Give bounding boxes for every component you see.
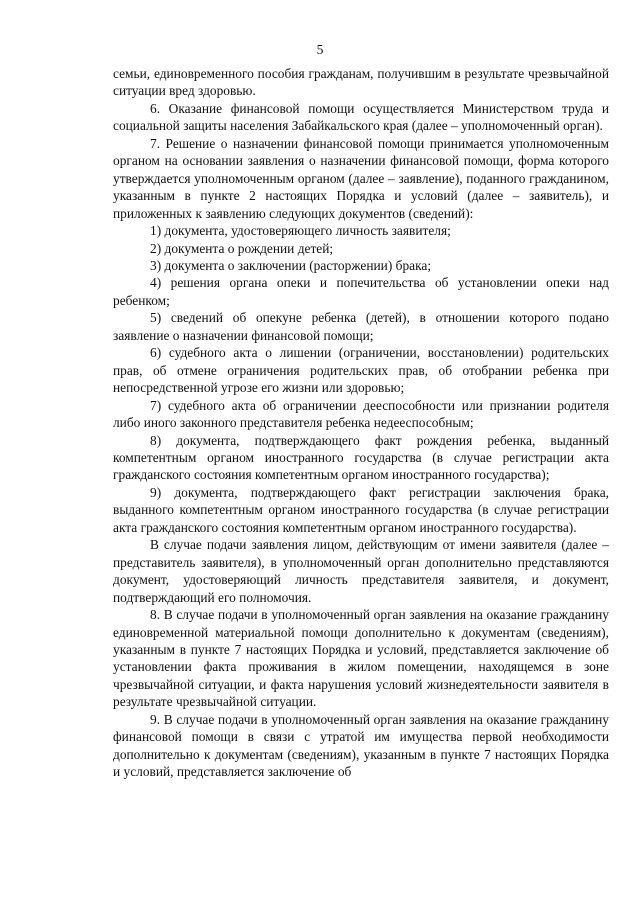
paragraph-item-7: 7. Решение о назначении финансовой помощи принимается уполномоченным органом на основании заявления о назначении финансовой помощи, форма которого утверждается уполномоченным органом (далее – заявление), поданного гражданином, указанным в пункте 2 настоящих Порядка и условий (далее – заявитель), и приложенных к заявлению следующих документов (сведений): [113, 135, 609, 221]
paragraph-item-9: 9. В случае подачи в уполномоченный орган заявления на оказание гражданину финансовой помощи в связи с утратой им имущества первой необходимости дополнительно к документам (сведениям), указанным в пункте 7 настоящих Порядка и условий, представляется заключение об [113, 711, 609, 780]
list-item-7: 7) судебного акта об ограничении дееспособности или признании родителя либо иного законного представителя ребенка недееспособным; [113, 397, 609, 431]
list-item-9: 9) документа, подтверждающего факт регистрации заключения брака, выданного компетентным органом иностранного государства (в случае регистрации акта гражданского состояния компетентным органом иностранного государства). [113, 484, 609, 535]
paragraph-item-6: 6. Оказание финансовой помощи осуществляется Министерством труда и социальной защиты населения Забайкальского края (далее – уполномоченный орган). [113, 100, 609, 134]
list-item-5: 5) сведений об опекуне ребенка (детей), в отношении которого подано заявление о назначении финансовой помощи; [113, 310, 609, 343]
list-item-2: 2) документа о рождении детей; [150, 240, 334, 256]
list-item-3: 3) документа о заключении (расторжении) брака; [150, 257, 432, 273]
paragraph-continuation: семьи, единовременного пособия гражданам, получившим в результате чрезвычайной ситуации вред здоровью. [113, 66, 609, 99]
list-item-4: 4) решения органа опеки и попечительства об установлении опеки над ребенком; [113, 275, 609, 308]
paragraph-representative: В случае подачи заявления лицом, действующим от имени заявителя (далее – представитель заявителя), в уполномоченный орган дополнительно представляются документ, удостоверяющий личность представителя заявителя, и документ, подтверждающий его полномочия. [113, 537, 609, 605]
list-item-6: 6) судебного акта о лишении (ограничении, восстановлении) родительских прав, об отмене ограничения родительских прав, об отобрании ребенка при непосредственной угрозе его жизни или здоровью; [113, 345, 609, 396]
paragraph-item-8: 8. В случае подачи в уполномоченный орган заявления на оказание гражданину единовременной материальной помощи дополнительно к документам (сведениям), указанным в пункте 7 настоящих Порядка и условий, представляется заключение об установлении факта проживания в жилом помещении, находящемся в зоне чрезвычайной ситуации, и факта нарушения условий жизнедеятельности заявителя в результате чрезвычайной ситуации. [113, 607, 609, 710]
list-item-1: 1) документа, удостоверяющего личность заявителя; [150, 223, 451, 239]
document-body [113, 65, 609, 781]
page-number: 5 [316, 42, 324, 57]
list-item-8: 8) документа, подтверждающего факт рождения ребенка, выданный компетентным органом иностранного государства (в случае регистрации акта гражданского состояния компетентным органом иностранного государства); [113, 432, 609, 483]
